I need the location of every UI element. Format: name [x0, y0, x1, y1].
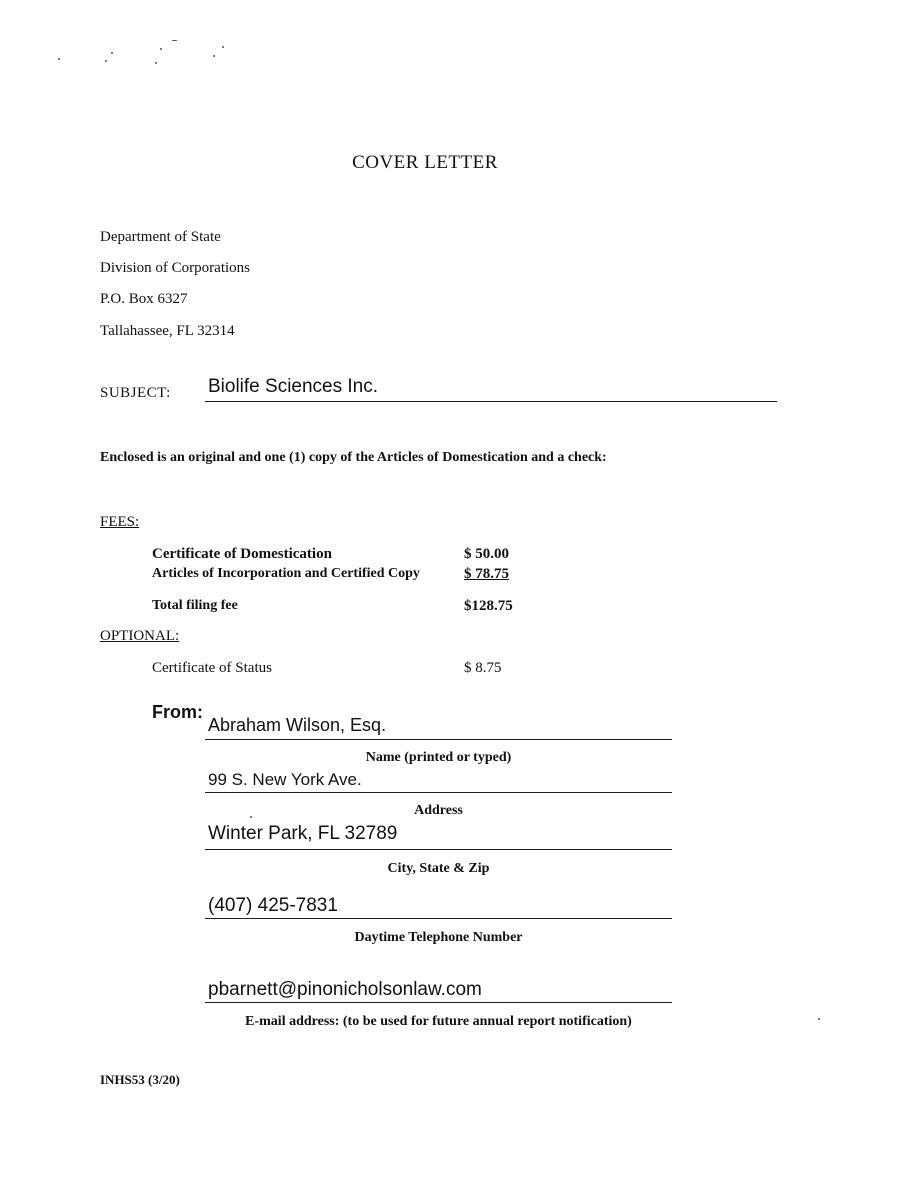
email-caption: E-mail address: (to be used for future annual report notification)	[245, 1014, 632, 1029]
name-field-value: Abraham Wilson, Esq.	[208, 715, 387, 735]
recipient-line-1: Department of State	[100, 229, 221, 245]
city-underline	[205, 849, 672, 850]
name-caption: Name (printed or typed)	[365, 750, 512, 765]
subject-label: SUBJECT:	[100, 385, 171, 401]
optional-item-amount: $ 8.75	[464, 660, 502, 676]
address-caption: Address	[414, 803, 463, 818]
total-fee-label: Total filing fee	[152, 598, 238, 613]
enclosed-statement: Enclosed is an original and one (1) copy of the Articles of Domestication and a check:	[100, 450, 607, 465]
optional-item-label: Certificate of Status	[152, 660, 272, 676]
fee-item-label: Certificate of Domestication	[152, 546, 332, 562]
email-field-value: pbarnett@pinonicholsonlaw.com	[208, 979, 482, 1000]
city-caption: City, State & Zip	[387, 861, 490, 876]
form-code: INHS53 (3/20)	[100, 1072, 180, 1087]
page-title: COVER LETTER	[352, 152, 498, 173]
total-fee-amount: $128.75	[464, 598, 513, 614]
email-underline	[205, 1002, 672, 1003]
fee-item-amount: $ 50.00	[464, 546, 509, 562]
subject-value: Biolife Sciences Inc.	[208, 376, 379, 397]
from-label: From:	[152, 702, 203, 722]
phone-underline	[205, 918, 672, 919]
city-field-value: Winter Park, FL 32789	[208, 823, 398, 844]
phone-field-value: (407) 425-7831	[208, 895, 338, 916]
recipient-line-2: Division of Corporations	[100, 260, 250, 276]
fees-label: FEES:	[100, 514, 140, 530]
recipient-line-3: P.O. Box 6327	[100, 291, 188, 307]
phone-caption: Daytime Telephone Number	[354, 930, 523, 945]
subject-underline	[205, 401, 777, 402]
fee-item-label: Articles of Incorporation and Certified Copy	[152, 566, 420, 581]
name-underline	[205, 739, 672, 740]
optional-label: OPTIONAL:	[100, 628, 180, 644]
address-field-value: 99 S. New York Ave.	[208, 770, 362, 789]
fee-item-amount: $ 78.75	[464, 566, 509, 582]
recipient-line-4: Tallahassee, FL 32314	[100, 323, 235, 339]
address-underline	[205, 792, 672, 793]
